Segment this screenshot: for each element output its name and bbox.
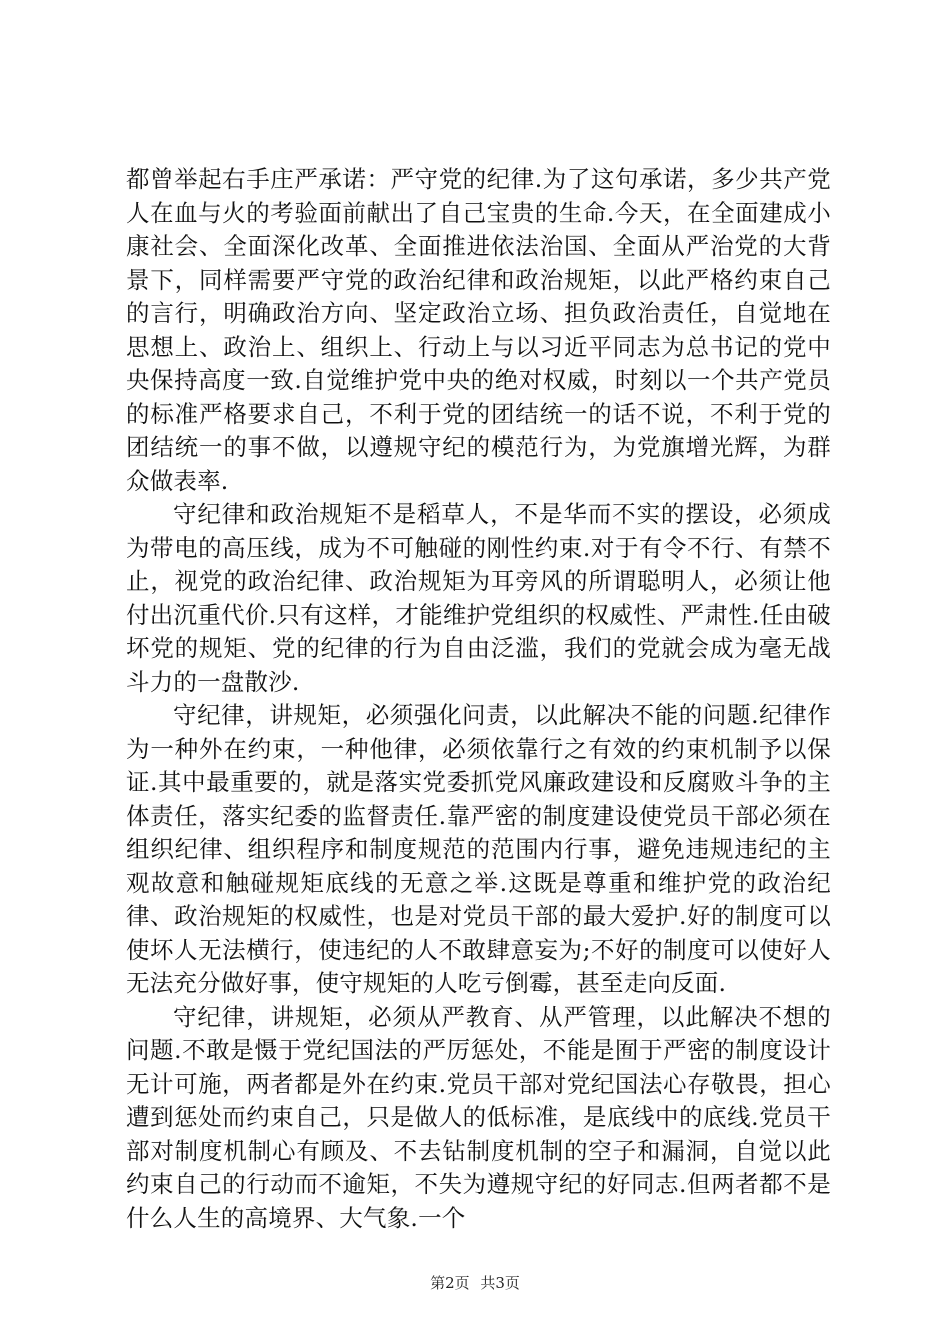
page-total: 共3页 — [480, 1274, 520, 1292]
paragraph-3: 守纪律，讲规矩，必须强化问责，以此解决不能的问题.纪律作为一种外在约束，一种他律，必须依靠行之有效的约束机制予以保证.其中最重要的，就是落实党委抓党风廉政建设和反腐败斗争的主体责任，落实纪委的监督责任.靠严密的制度建设使党员干部必须在组织纪律、组织程序和制度规范的范围内行事，避免违规违纪的主观故意和触碰规矩底线的无意之举.这既是尊重和维护党的政治纪律、政治规矩的权威性，也是对党员干部的最大爱护.好的制度可以使坏人无法横行，使违纪的人不敢肆意妄为;不好的制度可以使好人无法充分做好事，使守规矩的人吃亏倒霉，甚至走向反面. — [126, 701, 831, 997]
page-footer — [0, 1273, 950, 1293]
page-number: 第2页 — [430, 1274, 470, 1292]
paragraph-2: 守纪律和政治规矩不是稻草人，不是华而不实的摆设，必须成为带电的高压线，成为不可触碰的刚性约束.对于有令不行、有禁不止，视党的政治纪律、政治规矩为耳旁风的所谓聪明人，必须让他付出沉重代价.只有这样，才能维护党组织的权威性、严肃性.任由破坏党的规矩、党的纪律的行为自由泛滥，我们的党就会成为毫无战斗力的一盘散沙. — [126, 500, 831, 696]
paragraph-4: 守纪律，讲规矩，必须从严教育、从严管理，以此解决不想的问题.不敢是慑于党纪国法的严厉惩处，不能是囿于严密的制度设计无计可施，两者都是外在约束.党员干部对党纪国法心存敬畏，担心遭到惩处而约束自己，只是做人的低标准，是底线中的底线.党员干部对制度机制心有顾及、不去钻制度机制的空子和漏洞，自觉以此约束自己的行动而不逾矩，不失为遵规守纪的好同志.但两者都不是什么人生的高境界、大气象.一个 — [126, 1002, 831, 1232]
document-body — [126, 163, 831, 1235]
paragraph-1: 都曾举起右手庄严承诺：严守党的纪律.为了这句承诺，多少共产党人在血与火的考验面前献出了自己宝贵的生命.今天，在全面建成小康社会、全面深化改革、全面推进依法治国、全面从严治党的大背景下，同样需要严守党的政治纪律和政治规矩，以此严格约束自己的言行，明确政治方向、坚定政治立场、担负政治责任，自觉地在思想上、政治上、组织上、行动上与以习近平同志为总书记的党中央保持高度一致.自觉维护党中央的绝对权威，时刻以一个共产党员的标准严格要求自己，不利于党的团结统一的话不说，不利于党的团结统一的事不做，以遵规守纪的模范行为，为党旗增光辉，为群众做表率. — [126, 165, 831, 495]
